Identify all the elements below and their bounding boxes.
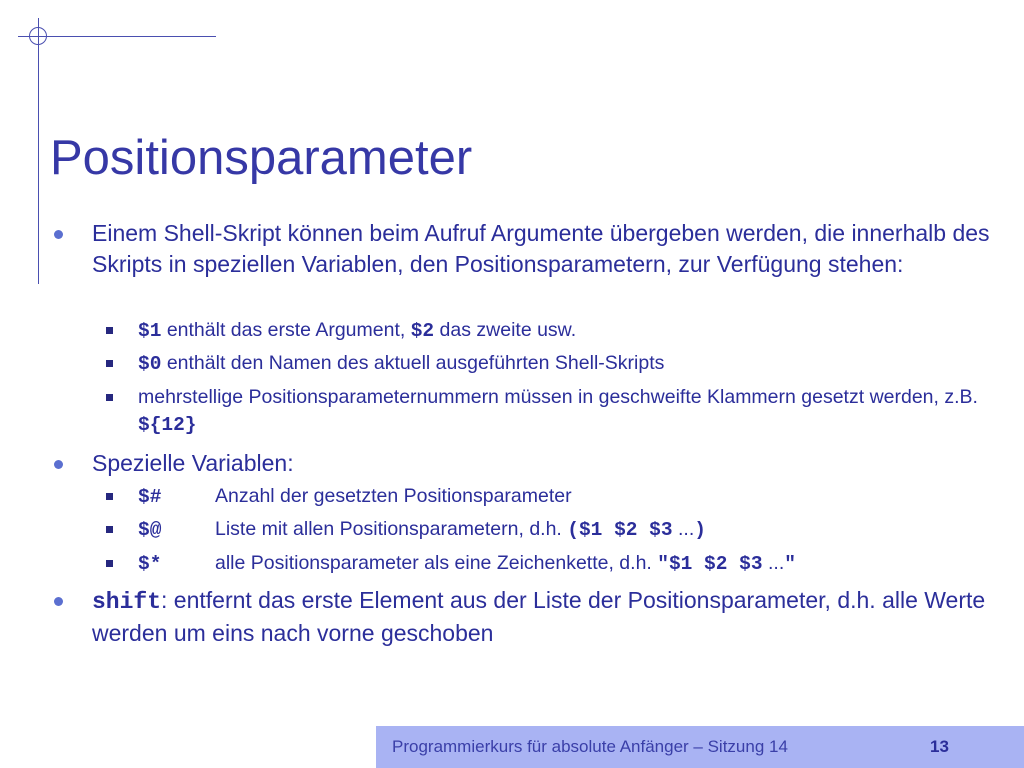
code-dollar2: $2 <box>410 320 435 342</box>
code-dollar12: ${12} <box>138 414 197 436</box>
bullet-text: Spezielle Variablen: <box>92 450 294 476</box>
square-bullet <box>106 360 113 367</box>
bullet-text: Einem Shell-Skript können beim Aufruf Argumente übergeben werden, die innerhalb des Skripts in speziellen Variablen, den Positionsparametern, zur Verfügung stehen: <box>92 220 990 277</box>
sub-bullet-dollar0 <box>138 350 988 378</box>
square-bullet <box>106 394 113 401</box>
square-bullet <box>106 560 113 567</box>
decorative-vertical-line <box>38 18 39 284</box>
code-dollar0: $0 <box>138 353 162 375</box>
code-string-close: " <box>784 553 796 575</box>
sub-text: mehrstellige Positionsparameternummern müssen in geschweifte Klammern gesetzt werden, z.B. <box>138 386 978 408</box>
decorative-horizontal-line <box>18 36 216 37</box>
sub-bullet-dollar-hash <box>138 483 988 511</box>
code-string-open: "$1 $2 $3 <box>657 553 763 575</box>
sub-text: ... <box>762 552 785 574</box>
sub-text: alle Positionsparameter als eine Zeichenkette, d.h. <box>215 552 658 574</box>
bullet-text: : entfernt das erste Element aus der Liste der Positionsparameter, d.h. alle Werte werden um eins nach vorne geschoben <box>92 587 986 646</box>
footer-bar <box>376 726 1024 768</box>
code-dollar-at: $@ <box>138 519 162 541</box>
square-bullet <box>106 493 113 500</box>
sub-text: ... <box>672 518 695 540</box>
bullet-item-special-variables <box>92 448 992 479</box>
bullet-dot <box>54 460 63 469</box>
sub-text: Anzahl der gesetzten Positionsparameter <box>215 485 572 507</box>
code-shift: shift <box>92 589 162 615</box>
code-list-open: ($1 $2 $3 <box>567 519 673 541</box>
page-number: 13 <box>930 737 949 756</box>
bullet-dot <box>54 230 63 239</box>
sub-bullet-dollar1 <box>138 317 988 345</box>
footer-course-title: Programmierkurs für absolute Anfänger – Sitzung 14 <box>392 737 788 756</box>
sub-text: das zweite usw. <box>434 319 577 341</box>
sub-bullet-multidigit <box>138 384 988 439</box>
sub-bullet-dollar-star <box>138 550 988 578</box>
bullet-item-arguments <box>92 218 992 280</box>
sub-text: enthält das erste Argument, <box>161 319 411 341</box>
bullet-item-shift <box>92 585 992 649</box>
decorative-circle <box>29 27 47 45</box>
sub-text: Liste mit allen Positionsparametern, d.h. <box>215 518 568 540</box>
code-dollar-hash: $# <box>138 486 162 508</box>
square-bullet <box>106 526 113 533</box>
slide-title: Positionsparameter <box>50 131 473 185</box>
sub-bullet-dollar-at <box>138 516 988 544</box>
code-dollar-star: $* <box>138 553 162 575</box>
code-dollar1: $1 <box>138 320 162 342</box>
square-bullet <box>106 327 113 334</box>
bullet-dot <box>54 597 63 606</box>
code-list-close: ) <box>694 519 706 541</box>
sub-text: enthält den Namen des aktuell ausgeführten Shell-Skripts <box>161 352 665 374</box>
